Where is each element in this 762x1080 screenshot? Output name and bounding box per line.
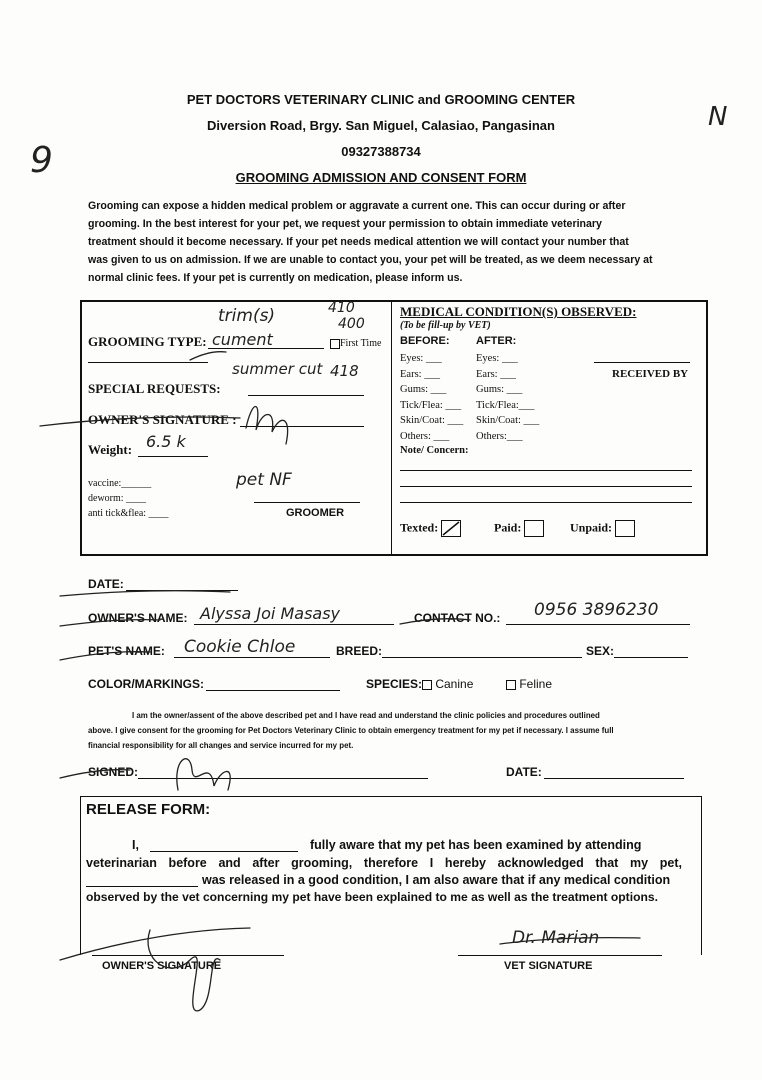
clinic-address: Diversion Road, Brgy. San Miguel, Calasiao, Pangasinan <box>207 118 555 133</box>
vaccine-label: vaccine:______ <box>88 478 152 489</box>
intro-line: treatment should it become necessary. If your pet needs medical attention we will contact your number that <box>88 236 629 248</box>
pet-name-label: PET'S NAME: <box>88 644 165 658</box>
before-item: Ears: ___ <box>400 368 440 380</box>
color-label: COLOR/MARKINGS: <box>88 677 204 691</box>
owner-name-label: OWNER'S NAME: <box>88 611 188 625</box>
species-label: SPECIES: <box>366 677 423 691</box>
after-item: Tick/Flea:___ <box>476 399 535 411</box>
feline-label: Feline <box>519 677 553 691</box>
paid-label: Paid: <box>494 520 522 535</box>
vet-signature-value: Dr. Marian <box>512 928 600 948</box>
before-item: Tick/Flea: ___ <box>400 399 462 411</box>
after-item: Ears: ___ <box>476 368 516 380</box>
release-title: RELEASE FORM: <box>86 801 211 818</box>
signed-scribble <box>177 759 230 790</box>
intro-line: grooming. In the best interest for your pet, we request your permission to obtain immediate veterinary <box>88 218 602 230</box>
pen-stroke <box>60 652 150 660</box>
intro-line: normal clinic fees. If your pet is currently on medication, please inform us. <box>88 272 463 284</box>
grooming-type-label: GROOMING TYPE: <box>88 334 207 349</box>
after-item: Skin/Coat: ___ <box>476 415 540 426</box>
canine-label: Canine <box>435 677 474 691</box>
special-requests-label: SPECIAL REQUESTS: <box>88 381 221 396</box>
unpaid-label: Unpaid: <box>570 520 613 535</box>
medical-subtitle: (To be fill-up by VET) <box>400 320 491 331</box>
clinic-name: PET DOCTORS VETERINARY CLINIC and GROOMING CENTER <box>186 92 576 107</box>
weight-value: 6.5 k <box>146 432 186 451</box>
pen-stroke <box>190 352 226 360</box>
grooming-price-1: 410 <box>328 300 355 316</box>
before-item: Others: ___ <box>400 430 450 442</box>
release-owner-signature-label: OWNER'S SIGNATURE <box>102 960 222 972</box>
special-requests-value: summer cut <box>232 360 323 378</box>
before-item: Gums: ___ <box>400 384 447 395</box>
release-line-2: veterinarian before and after grooming, therefore I hereby acknowledged that my pet, <box>86 856 682 870</box>
contact-label: CONTACT NO.: <box>414 611 501 625</box>
before-item: Skin/Coat: ___ <box>400 415 464 426</box>
release-i: I, <box>132 838 139 852</box>
after-item: Eyes: ___ <box>476 353 518 364</box>
form-title: GROOMING ADMISSION AND CONSENT FORM <box>235 170 527 185</box>
pen-stroke <box>60 770 130 778</box>
received-by-label: RECEIVED BY <box>612 368 689 380</box>
groomer-label: GROOMER <box>286 507 345 519</box>
pen-stroke <box>40 417 240 426</box>
after-item: Others:___ <box>476 430 523 442</box>
breed-label: BREED: <box>336 644 383 658</box>
sex-label: SEX: <box>586 644 615 658</box>
vet-signature-label: VET SIGNATURE <box>504 960 593 972</box>
pen-stroke <box>60 928 250 960</box>
grooming-price-2: 400 <box>338 316 365 332</box>
consent-line: above. I give consent for the grooming for Pet Doctors Veterinary Clinic to obtain emergency treatment for my pet if necessary. I assume full <box>88 726 614 735</box>
owner-name-value: Alyssa Joi Masasy <box>200 604 341 623</box>
first-time-label: First Time <box>340 338 382 349</box>
after-label: AFTER: <box>476 335 517 347</box>
deworm-label: deworm: ____ <box>88 493 147 504</box>
owner-signature-label: OWNER'S SIGNATURE : <box>88 412 237 427</box>
date-label: DATE: <box>88 577 124 591</box>
clinic-phone: 09327388734 <box>341 144 421 159</box>
contact-value: 0956 3896230 <box>534 600 659 620</box>
weight-label: Weight: <box>88 442 133 457</box>
groomer-note: pet NF <box>236 470 292 490</box>
margin-mark-left: 9 <box>30 140 53 181</box>
intro-line: Grooming can expose a hidden medical problem or aggravate a current one. This can occur during or after <box>88 200 626 212</box>
margin-mark-right: N <box>708 102 728 132</box>
grooming-note: trim(s) <box>218 306 276 326</box>
consent-line: financial responsibility for all changes and service incurred for my pet. <box>88 741 354 750</box>
release-line-3: was released in a good condition, I am also aware that if any medical condition <box>202 873 671 887</box>
pen-stroke <box>60 591 230 596</box>
before-label: BEFORE: <box>400 335 450 347</box>
grooming-type-value: cument <box>212 330 273 349</box>
note-label: Note/ Concern: <box>400 445 469 456</box>
release-line-4: observed by the vet concerning my pet have been explained to me as well as the treatment options. <box>86 890 658 904</box>
owner-signature-scribble <box>246 407 288 445</box>
signed-date-label: DATE: <box>506 765 542 779</box>
pen-stroke <box>500 938 640 944</box>
pet-name-value: Cookie Chloe <box>184 637 296 657</box>
release-line-1: fully aware that my pet has been examined by attending <box>310 838 642 852</box>
intro-line: was given to us on admission. If we are unable to contact you, your pet will be treated, as we deem necessary at <box>88 254 653 266</box>
signed-label: SIGNED: <box>88 765 139 779</box>
pen-stroke <box>400 619 470 624</box>
antitick-label: anti tick&flea: ____ <box>88 508 169 519</box>
special-price: 418 <box>330 362 359 380</box>
release-owner-signature-scribble <box>148 930 220 1011</box>
texted-label: Texted: <box>400 520 439 535</box>
pen-stroke <box>60 620 160 626</box>
before-item: Eyes: ___ <box>400 353 442 364</box>
medical-title: MEDICAL CONDITION(S) OBSERVED: <box>400 304 637 319</box>
consent-line: I am the owner/assent of the above described pet and I have read and understand the clinic policies and procedures outlined <box>132 711 600 720</box>
after-item: Gums: ___ <box>476 384 523 395</box>
